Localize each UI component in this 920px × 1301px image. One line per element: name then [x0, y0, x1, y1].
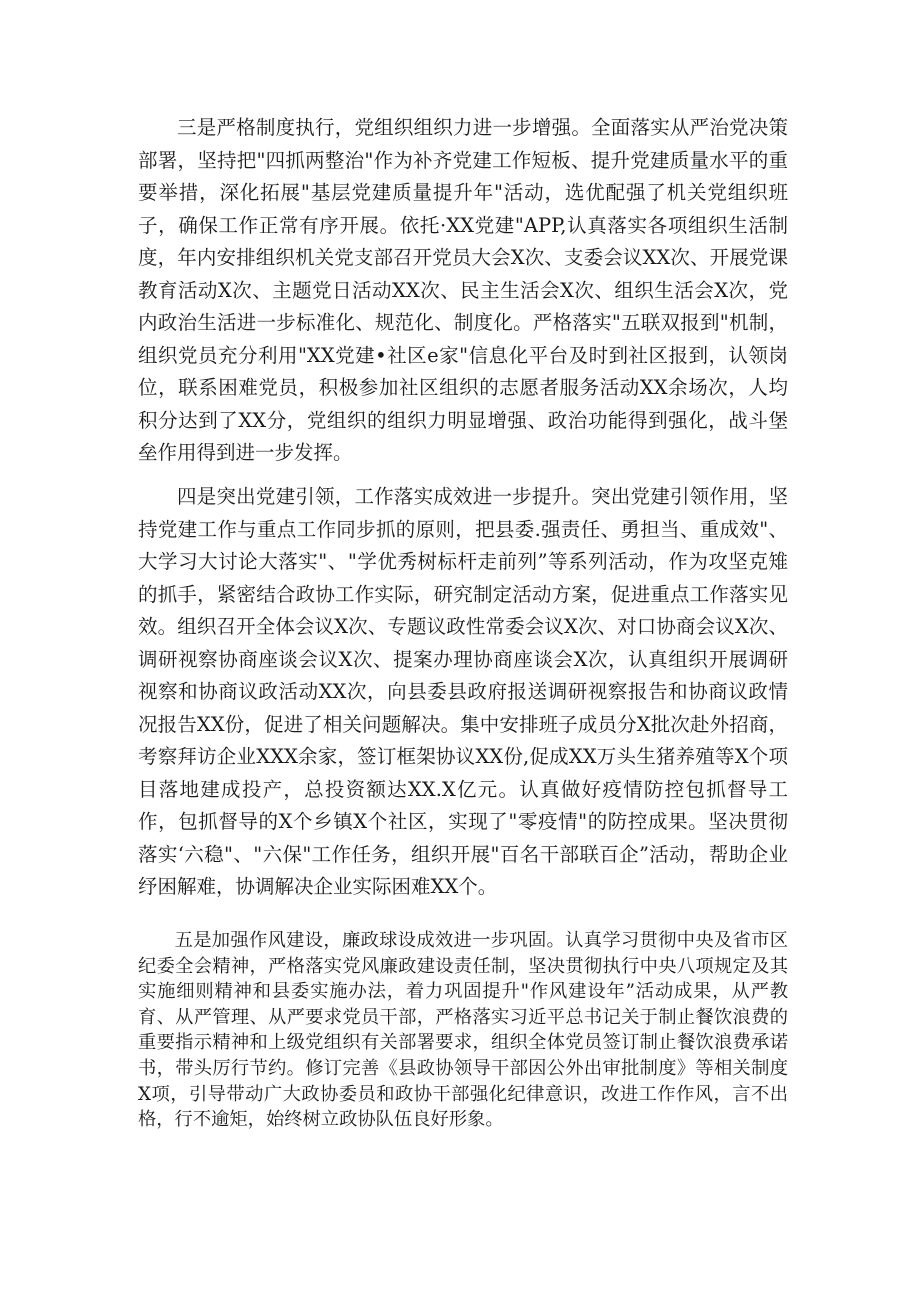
paragraph-work-style: 五是加强作风建设，廉政球设成效进一步巩固。认真学习贯彻中央及省市区纪委全会精神，严格落实党风廉政建设责任制，坚决贯彻执行中央八项规定及其实施细则精神和县委实施办法，着力巩固提升"作风建设年”活动成果，从严教育、从严管理、从严要求党员干部，严格落实习近平总书记关于制止餐饮浪费的重要指示精神和上级党组织有关部署要求，组织全体党员签订制止餐饮浪费承诺书，带头厉行节约。修订完善《县政协领导干部因公外出审批制度》等相关制度X项，引导带动广大政协委员和政协干部强化纪律意识，改进工作作风，言不出格，行不逾矩，始终树立政协队伍良好形象。	[138, 930, 788, 1131]
paragraph-party-leadership: 四是突出党建引领，工作落实成效进一步提升。突出党建引领作用，坚持党建工作与重点工作同步抓的原则，把县委.强责任、勇担当、重成效"、大学习大讨论大落实"、"学优秀树标杆走前列”等系列活动，作为攻坚克雉的抓手，紧密结合政协工作实际，研究制定活动方案，促进重点工作落实见效。组织召开全体会议X次、专题议政性常委会议X次、对口协商会议X次、调研视察协商座谈会议X次、提案办理协商座谈会X次，认真组织开展调研视察和协商议政活动XX次，向县委县政府报送调研视察报告和协商议政情况报告XX份，促进了相关问题解决。集中安排班子成员分X批次赴外招商，考察拜访企业XXX余家，签订框架协议XX份,促成XX万头生猪养殖等X个项目落地建成投产，总投资额达XX.X亿元。认真做好疫情防控包抓督导工作，包抓督导的X个乡镇X个社区，实现了"零疫情"的防控成果。坚决贯彻落实‘六稳"、"六保"工作任务，组织开展"百名干部联百企”活动，帮助企业纾困解难，协调解决企业实际困难XX个。	[138, 485, 788, 898]
paragraph-party-organization: 三是严格制度执行，党组织组织力进一步增强。全面落实从严治党决策部署，坚持把"四抓两整治"作为补齐党建工作短板、提升党建质量水平的重要举措，深化拓展"基层党建质量提升年"活动，选优配强了机关党组织班子，确保工作正常有序开展。依托·XX党建"APP,认真落实各项组织生活制度，年内安排组织机关党支部召开党员大会X次、支委会议XX次、开展党课教育活动X次、主题党日活动XX次、民主生活会X次、组织生活会X次，党内政治生活进一步标准化、规范化、制度化。严格落实"五联双报到"机制，组织党员充分利用"XX党建•社区e家"信息化平台及时到社区报到，认领岗位，联系困难党员，积极参加社区组织的志愿者服务活动XX余场次，人均积分达到了XX分，党组织的组织力明显增强、政治功能得到强化，战斗堡垒作用得到进一步发挥。	[138, 116, 788, 464]
